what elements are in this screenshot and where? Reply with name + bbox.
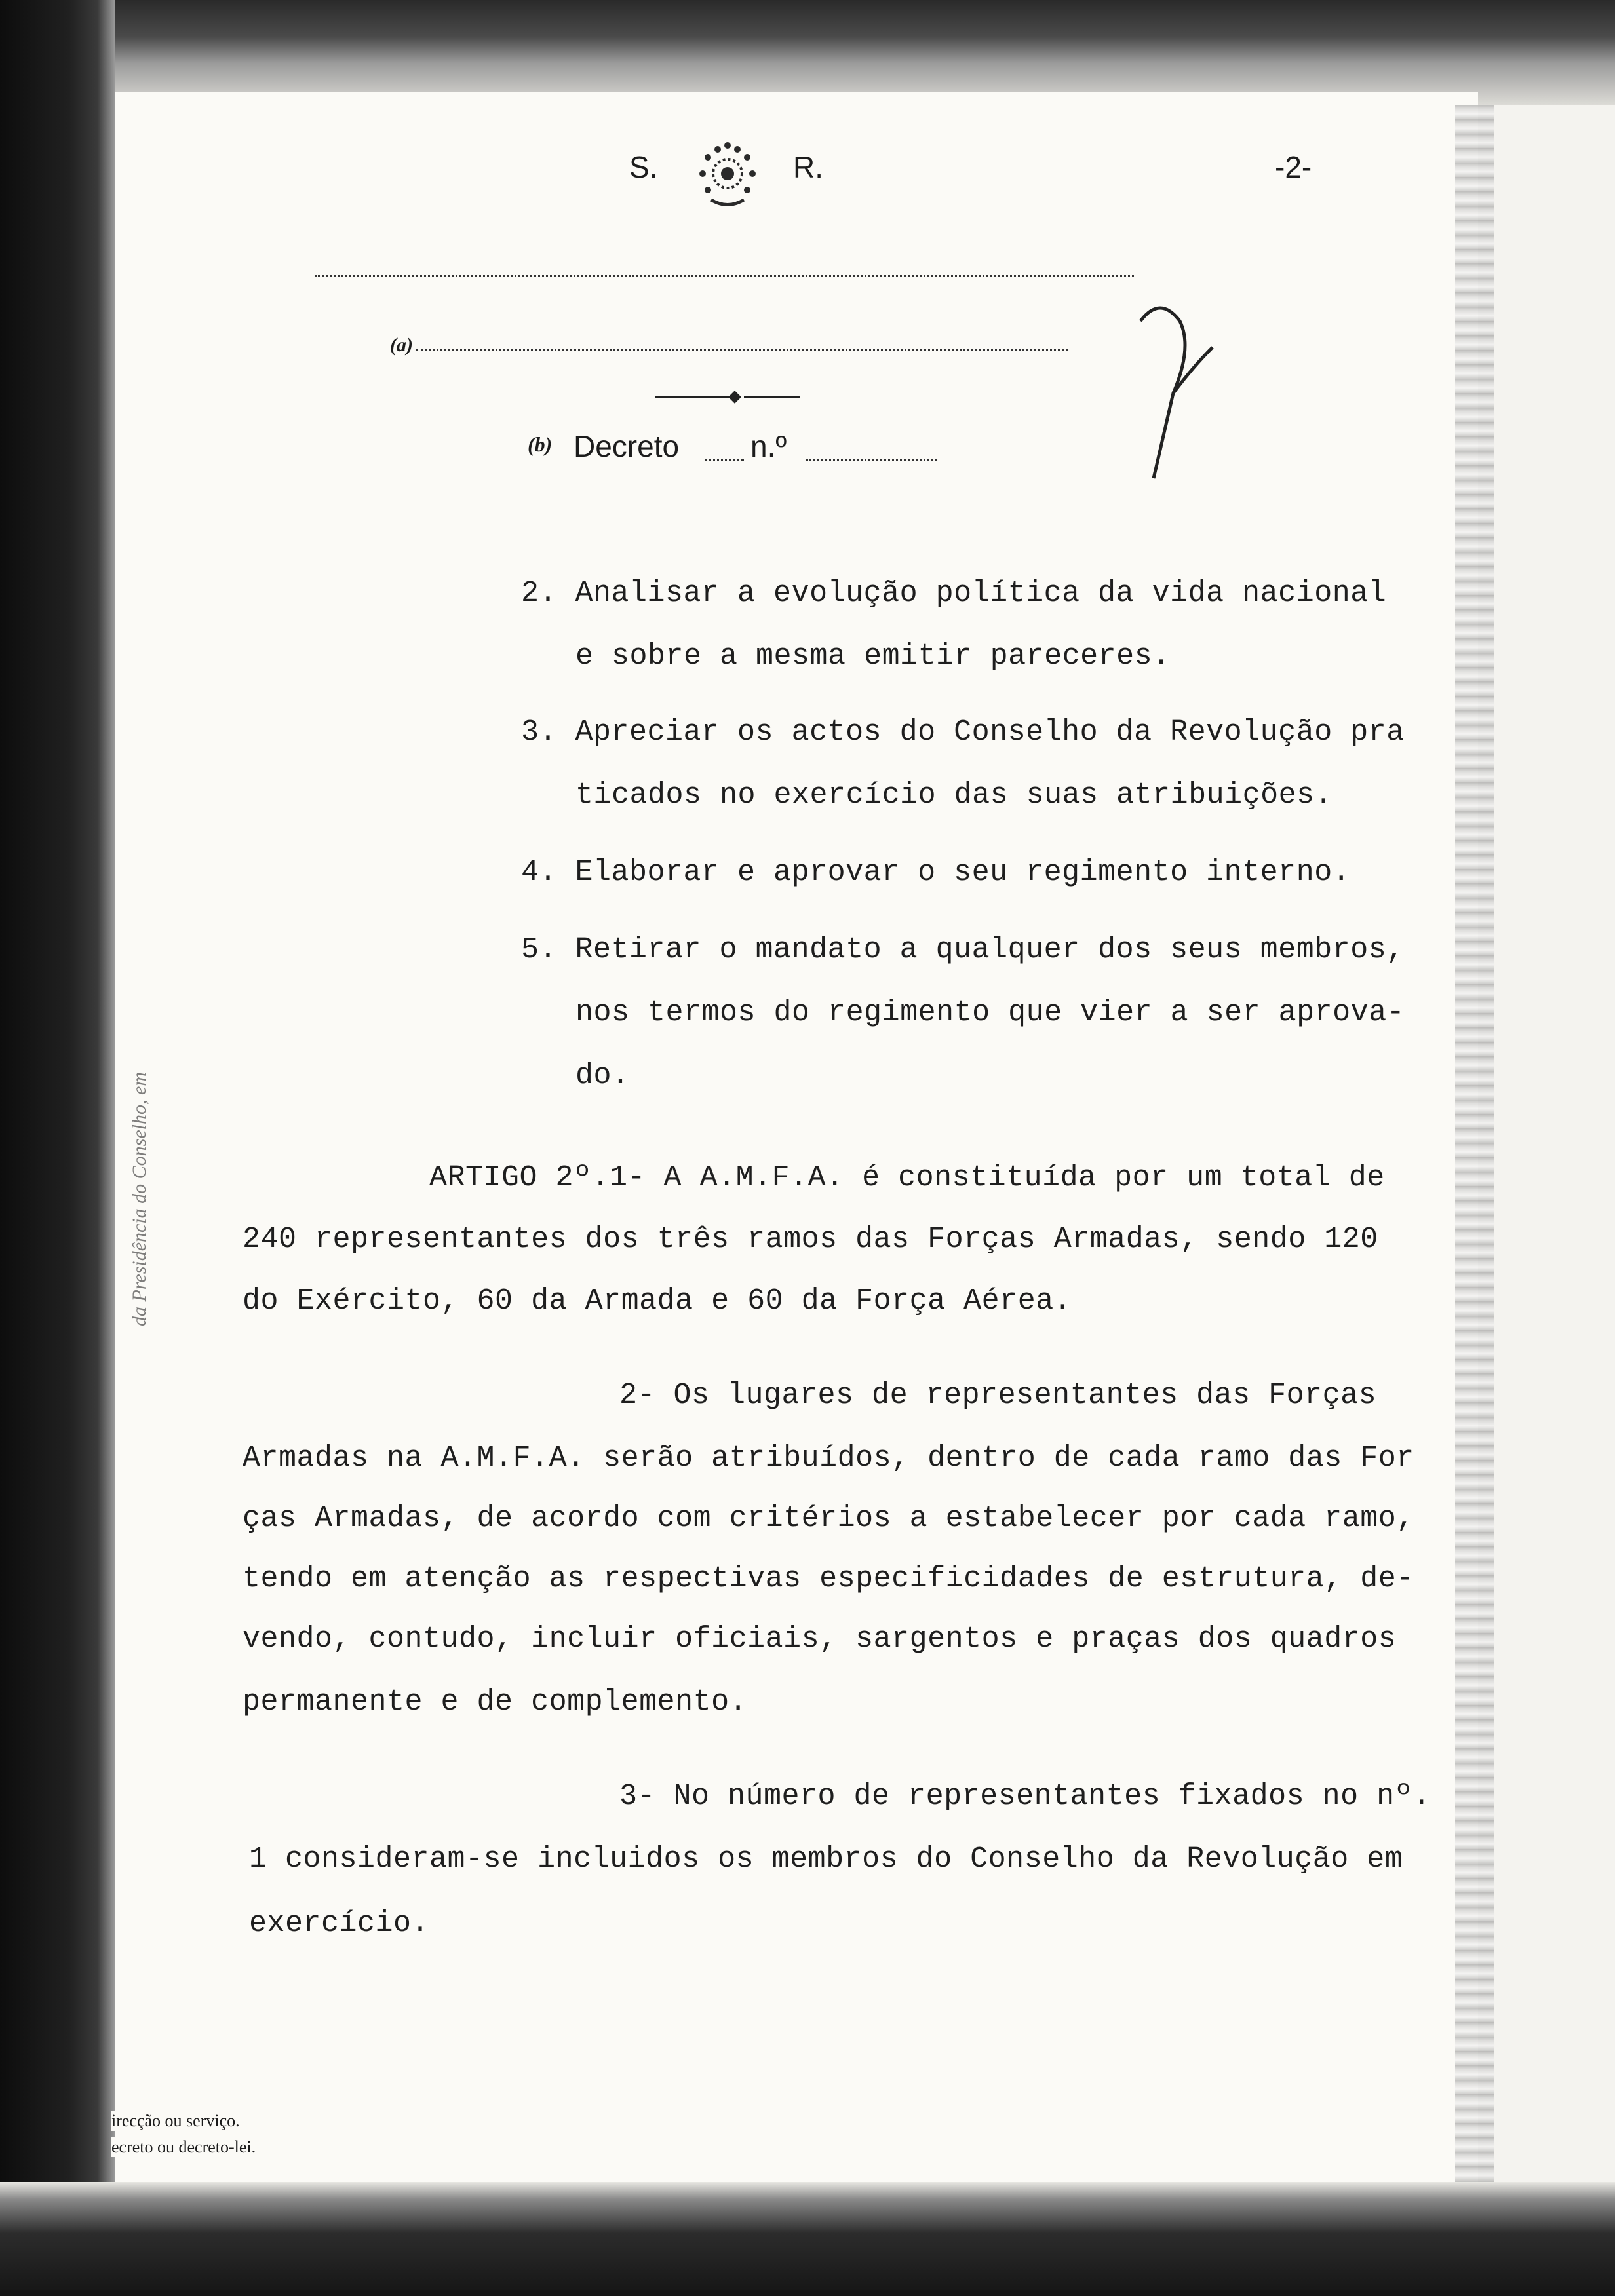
- item-2-line-2: e sobre a mesma emitir pareceres.: [575, 640, 1171, 673]
- decreto-label: Decreto: [574, 429, 680, 463]
- paragraph-2-line-2: Armadas na A.M.F.A. serão atribuídos, dentro de cada ramo das For: [243, 1442, 1414, 1475]
- side-stamp-text: da Presidência do Conselho, em: [128, 1072, 150, 1326]
- paragraph-3-line-2: 1 consideram-se incluidos os membros do Conselho da Revolução em: [249, 1843, 1403, 1876]
- paragraph-3-line-3: exercício.: [249, 1907, 430, 1940]
- article-2-line-2: 240 representantes dos três ramos das Forças Armadas, sendo 120: [243, 1223, 1378, 1256]
- article-2-line-3: do Exército, 60 da Armada e 60 da Força Aérea.: [243, 1284, 1072, 1318]
- header-letter-s: S.: [629, 150, 658, 184]
- item-4-line-1: 4. Elaborar e aprovar o seu regimento interno.: [521, 856, 1351, 889]
- paragraph-2-line-5: vendo, contudo, incluir oficiais, sargentos e praças dos quadros: [243, 1622, 1397, 1656]
- coat-of-arms-emblem: [688, 138, 767, 213]
- item-5-line-3: do.: [575, 1059, 630, 1092]
- scan-shadow-top: [0, 0, 1615, 105]
- header-letter-r: R.: [793, 150, 823, 184]
- item-5-line-2: nos termos do regimento que vier a ser aprova-: [575, 996, 1405, 1029]
- scan-edge-right: [1455, 105, 1494, 2202]
- divider-left: [655, 396, 731, 398]
- item-3-line-2: ticados no exercício das suas atribuições.: [575, 778, 1333, 812]
- dotted-rule-number: [806, 459, 937, 461]
- field-label-a: (a): [390, 334, 413, 356]
- paragraph-2-line-6: permanente e de complemento.: [243, 1685, 748, 1719]
- item-2-line-1: 2. Analisar a evolução política da vida nacional: [521, 577, 1387, 610]
- scan-shadow-left: [0, 0, 115, 2296]
- field-label-b: (b): [528, 432, 553, 456]
- paragraph-3-line-1: 3- No número de representantes fixados no nº.: [619, 1780, 1431, 1813]
- number-label: n.º: [750, 429, 787, 463]
- footnote-a: irecção ou serviço.: [111, 2111, 240, 2130]
- footnote-b: ecreto ou decreto-lei.: [111, 2137, 256, 2156]
- side-stamp: [117, 885, 163, 1514]
- page-number: -2-: [1275, 150, 1312, 184]
- item-5-line-1: 5. Retirar o mandato a qualquer dos seus membros,: [521, 933, 1405, 966]
- paragraph-2-line-1: 2- Os lugares de representantes das Forças: [619, 1379, 1377, 1412]
- divider-right: [744, 396, 800, 398]
- dotted-rule: [315, 275, 1134, 277]
- scan-shadow-bottom: [0, 2182, 1615, 2296]
- item-3-line-1: 3. Apreciar os actos do Conselho da Revolução pra: [521, 716, 1405, 749]
- article-2-line-1: ARTIGO 2º.1- A A.M.F.A. é constituída por um total de: [429, 1161, 1385, 1195]
- handwritten-initials: [1114, 295, 1232, 491]
- dotted-rule-decreto: [705, 459, 744, 461]
- dotted-rule-a: [416, 349, 1068, 351]
- paragraph-2-line-3: ças Armadas, de acordo com critérios a estabelecer por cada ramo,: [243, 1502, 1414, 1535]
- paragraph-2-line-4: tendo em atenção as respectivas especificidades de estrutura, de-: [243, 1562, 1414, 1596]
